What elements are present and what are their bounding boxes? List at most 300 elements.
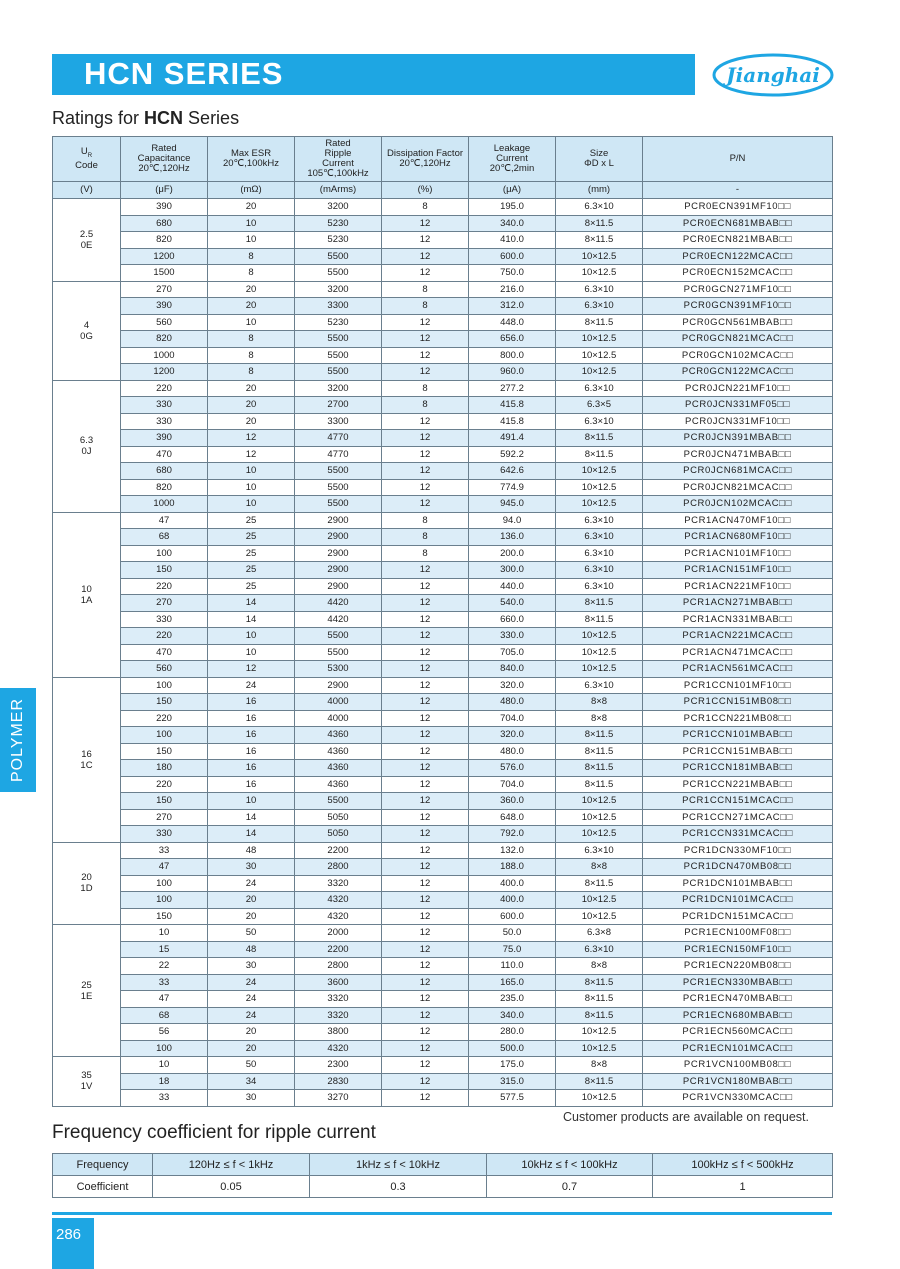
leakage-cell: 656.0 (469, 331, 556, 348)
table-row (53, 298, 833, 315)
df-cell: 12 (382, 413, 469, 430)
ratings-body (53, 199, 833, 1107)
leakage-cell: 410.0 (469, 232, 556, 249)
df-cell: 12 (382, 958, 469, 975)
table-row (53, 479, 833, 496)
pn-cell: PCR1ACN331MBAB□□ (643, 611, 833, 628)
leakage-cell: 415.8 (469, 397, 556, 414)
ripple-cell: 3200 (295, 199, 382, 216)
leakage-cell: 340.0 (469, 1007, 556, 1024)
capacitance-cell: 390 (121, 430, 208, 447)
esr-cell: 48 (208, 941, 295, 958)
leakage-cell: 960.0 (469, 364, 556, 381)
pn-cell: PCR1VCN100MB08□□ (643, 1057, 833, 1074)
code-label: Code (75, 159, 98, 171)
df-cell: 12 (382, 628, 469, 645)
esr-cell: 20 (208, 281, 295, 298)
capacitance-cell: 330 (121, 413, 208, 430)
leakage-cell: 448.0 (469, 314, 556, 331)
capacitance-cell: 33 (121, 1090, 208, 1107)
size-cell: 10×12.5 (556, 248, 643, 265)
capacitance-cell: 1500 (121, 265, 208, 282)
leakage-cell: 280.0 (469, 1024, 556, 1041)
df-cell: 12 (382, 809, 469, 826)
ripple-cell: 5500 (295, 628, 382, 645)
table-row (53, 628, 833, 645)
size-cell: 10×12.5 (556, 479, 643, 496)
table-row (53, 793, 833, 810)
table-row (53, 826, 833, 843)
table-row (53, 892, 833, 909)
pn-cell: PCR1ECN100MF08□□ (643, 925, 833, 942)
size-cell: 10×12.5 (556, 892, 643, 909)
voltage-code: 1V (80, 1081, 93, 1093)
page-number: 286 (56, 1226, 82, 1243)
capacitance-cell: 180 (121, 760, 208, 777)
col-header-code: $U_R$ Code (53, 137, 121, 182)
leakage-cell: 110.0 (469, 958, 556, 975)
col-header-esr: Max ESR 20℃,100kHz (208, 137, 295, 182)
df-cell: 8 (382, 512, 469, 529)
df-cell: 12 (382, 232, 469, 249)
frequency-header-row (53, 1154, 833, 1176)
leakage-cell: 576.0 (469, 760, 556, 777)
table-row (53, 677, 833, 694)
esr-cell: 8 (208, 347, 295, 364)
leakage-cell: 94.0 (469, 512, 556, 529)
esr-cell: 34 (208, 1073, 295, 1090)
frequency-table (52, 1153, 833, 1198)
df-cell: 12 (382, 463, 469, 480)
esr-cell: 24 (208, 1007, 295, 1024)
pn-cell: PCR1CCN101MBAB□□ (643, 727, 833, 744)
ripple-cell: 5300 (295, 661, 382, 678)
ripple-cell: 3200 (295, 281, 382, 298)
size-cell: 8×8 (556, 1057, 643, 1074)
coefficient-value: 0.3 (310, 1176, 487, 1198)
capacitance-cell: 150 (121, 562, 208, 579)
size-cell: 8×11.5 (556, 991, 643, 1008)
pn-cell: PCR1ACN101MF10□□ (643, 545, 833, 562)
size-cell: 10×12.5 (556, 644, 643, 661)
table-row (53, 347, 833, 364)
frequency-label: Frequency (53, 1154, 153, 1176)
voltage-value: 4 (83, 319, 90, 331)
capacitance-cell: 100 (121, 727, 208, 744)
ripple-cell: 4000 (295, 694, 382, 711)
ripple-cell: 4320 (295, 908, 382, 925)
esr-cell: 50 (208, 925, 295, 942)
table-row (53, 611, 833, 628)
coefficient-label: Coefficient (53, 1176, 153, 1198)
esr-cell: 25 (208, 562, 295, 579)
ripple-cell: 4360 (295, 760, 382, 777)
table-row (53, 397, 833, 414)
size-cell: 10×12.5 (556, 1090, 643, 1107)
ripple-cell: 3800 (295, 1024, 382, 1041)
ripple-cell: 2900 (295, 562, 382, 579)
table-row (53, 199, 833, 216)
df-cell: 12 (382, 496, 469, 513)
ripple-cell: 3200 (295, 380, 382, 397)
df-cell: 12 (382, 908, 469, 925)
capacitance-cell: 680 (121, 215, 208, 232)
capacitance-cell: 47 (121, 991, 208, 1008)
pn-cell: PCR1DCN330MF10□□ (643, 842, 833, 859)
pn-cell: PCR1ACN221MCAC□□ (643, 628, 833, 645)
pn-cell: PCR1ACN471MCAC□□ (643, 644, 833, 661)
pn-cell: PCR1ECN220MB08□□ (643, 958, 833, 975)
capacitance-cell: 100 (121, 677, 208, 694)
size-cell: 6.3×8 (556, 925, 643, 942)
pn-cell: PCR1ECN470MBAB□□ (643, 991, 833, 1008)
esr-cell: 12 (208, 661, 295, 678)
size-cell: 6.3×10 (556, 298, 643, 315)
ripple-cell: 4420 (295, 595, 382, 612)
capacitance-cell: 820 (121, 479, 208, 496)
pn-cell: PCR0JCN102MCAC□□ (643, 496, 833, 513)
ripple-cell: 5500 (295, 364, 382, 381)
size-cell: 6.3×10 (556, 281, 643, 298)
pn-cell: PCR0ECN122MCAC□□ (643, 248, 833, 265)
leakage-cell: 480.0 (469, 743, 556, 760)
pn-cell: PCR1CCN181MBAB□□ (643, 760, 833, 777)
voltage-code: 1C (80, 759, 93, 771)
unit-cell: (mArms) (295, 182, 382, 199)
voltage-code: 0J (81, 446, 92, 457)
table-row (53, 661, 833, 678)
unit-cell: (V) (53, 182, 121, 199)
capacitance-cell: 1000 (121, 347, 208, 364)
pn-cell: PCR0JCN681MCAC□□ (643, 463, 833, 480)
ripple-cell: 4420 (295, 611, 382, 628)
ripple-cell: 5500 (295, 793, 382, 810)
pn-cell: PCR0JCN331MF05□□ (643, 397, 833, 414)
table-row (53, 710, 833, 727)
df-cell: 12 (382, 776, 469, 793)
voltage-group-cell (53, 925, 121, 1057)
table-row (53, 694, 833, 711)
df-cell: 12 (382, 446, 469, 463)
units-row (53, 182, 833, 199)
col-header-pn: P/N (643, 137, 833, 182)
capacitance-cell: 68 (121, 529, 208, 546)
ripple-cell: 5500 (295, 479, 382, 496)
size-cell: 6.3×10 (556, 677, 643, 694)
esr-cell: 30 (208, 859, 295, 876)
df-cell: 12 (382, 215, 469, 232)
table-row (53, 727, 833, 744)
df-cell: 12 (382, 859, 469, 876)
esr-cell: 25 (208, 529, 295, 546)
df-cell: 12 (382, 595, 469, 612)
table-row (53, 1024, 833, 1041)
table-row (53, 776, 833, 793)
pn-cell: PCR0JCN471MBAB□□ (643, 446, 833, 463)
pn-cell: PCR1DCN151MCAC□□ (643, 908, 833, 925)
table-row (53, 644, 833, 661)
df-cell: 12 (382, 1057, 469, 1074)
leakage-cell: 774.9 (469, 479, 556, 496)
table-row (53, 496, 833, 513)
pn-cell: PCR1ACN221MF10□□ (643, 578, 833, 595)
pn-cell: PCR0GCN391MF10□□ (643, 298, 833, 315)
df-cell: 12 (382, 265, 469, 282)
capacitance-cell: 330 (121, 826, 208, 843)
df-cell: 8 (382, 281, 469, 298)
size-cell: 8×8 (556, 710, 643, 727)
leakage-cell: 75.0 (469, 941, 556, 958)
capacitance-cell: 220 (121, 628, 208, 645)
capacitance-cell: 390 (121, 199, 208, 216)
pn-cell: PCR1CCN221MBAB□□ (643, 776, 833, 793)
leakage-cell: 540.0 (469, 595, 556, 612)
size-cell: 10×12.5 (556, 364, 643, 381)
capacitance-cell: 10 (121, 925, 208, 942)
size-cell: 8×11.5 (556, 743, 643, 760)
df-cell: 12 (382, 743, 469, 760)
esr-cell: 50 (208, 1057, 295, 1074)
unit-cell: - (643, 182, 833, 199)
size-cell: 8×11.5 (556, 595, 643, 612)
leakage-cell: 400.0 (469, 892, 556, 909)
df-cell: 12 (382, 248, 469, 265)
leakage-cell: 704.0 (469, 710, 556, 727)
frequency-range: 120Hz ≤ f < 1kHz (153, 1154, 310, 1176)
capacitance-cell: 820 (121, 232, 208, 249)
pn-cell: PCR1ECN101MCAC□□ (643, 1040, 833, 1057)
size-cell: 8×11.5 (556, 760, 643, 777)
esr-cell: 16 (208, 760, 295, 777)
size-cell: 6.3×10 (556, 380, 643, 397)
ripple-cell: 5500 (295, 496, 382, 513)
leakage-cell: 480.0 (469, 694, 556, 711)
table-row (53, 941, 833, 958)
frequency-range: 1kHz ≤ f < 10kHz (310, 1154, 487, 1176)
esr-cell: 10 (208, 793, 295, 810)
size-cell: 8×11.5 (556, 314, 643, 331)
capacitance-cell: 150 (121, 793, 208, 810)
ripple-cell: 4360 (295, 743, 382, 760)
leakage-cell: 175.0 (469, 1057, 556, 1074)
leakage-cell: 440.0 (469, 578, 556, 595)
esr-cell: 16 (208, 727, 295, 744)
df-cell: 12 (382, 1007, 469, 1024)
df-cell: 8 (382, 199, 469, 216)
capacitance-cell: 100 (121, 1040, 208, 1057)
table-row (53, 463, 833, 480)
ripple-cell: 5500 (295, 248, 382, 265)
capacitance-cell: 47 (121, 512, 208, 529)
ripple-cell: 3320 (295, 991, 382, 1008)
capacitance-cell: 220 (121, 776, 208, 793)
pn-cell: PCR1CCN101MF10□□ (643, 677, 833, 694)
pn-cell: PCR1DCN101MCAC□□ (643, 892, 833, 909)
esr-cell: 10 (208, 479, 295, 496)
pn-cell: PCR1ACN680MF10□□ (643, 529, 833, 546)
table-row (53, 908, 833, 925)
esr-cell: 20 (208, 1040, 295, 1057)
unit-cell: (%) (382, 182, 469, 199)
capacitance-cell: 18 (121, 1073, 208, 1090)
esr-cell: 10 (208, 644, 295, 661)
ripple-cell: 2300 (295, 1057, 382, 1074)
unit-cell: (mm) (556, 182, 643, 199)
esr-cell: 12 (208, 446, 295, 463)
table-row (53, 760, 833, 777)
table-row (53, 578, 833, 595)
size-cell: 8×11.5 (556, 727, 643, 744)
df-cell: 12 (382, 760, 469, 777)
esr-cell: 16 (208, 743, 295, 760)
voltage-value: 16 (81, 748, 92, 760)
table-row (53, 958, 833, 975)
size-cell: 6.3×10 (556, 941, 643, 958)
leakage-cell: 320.0 (469, 677, 556, 694)
leakage-cell: 320.0 (469, 727, 556, 744)
esr-cell: 25 (208, 545, 295, 562)
leakage-cell: 360.0 (469, 793, 556, 810)
capacitance-cell: 10 (121, 1057, 208, 1074)
col-header-leakage: Leakage Current 20℃,2min (469, 137, 556, 182)
ripple-cell: 2800 (295, 859, 382, 876)
capacitance-cell: 56 (121, 1024, 208, 1041)
leakage-cell: 330.0 (469, 628, 556, 645)
esr-cell: 16 (208, 710, 295, 727)
df-cell: 12 (382, 1073, 469, 1090)
size-cell: 8×11.5 (556, 215, 643, 232)
leakage-cell: 704.0 (469, 776, 556, 793)
pn-cell: PCR0JCN331MF10□□ (643, 413, 833, 430)
table-row (53, 595, 833, 612)
polymer-side-tab (0, 688, 36, 792)
footer-rule (52, 1212, 832, 1215)
ripple-cell: 5500 (295, 265, 382, 282)
page-number-box (52, 1218, 94, 1269)
esr-cell: 30 (208, 958, 295, 975)
capacitance-cell: 220 (121, 380, 208, 397)
pn-cell: PCR0GCN122MCAC□□ (643, 364, 833, 381)
df-cell: 12 (382, 892, 469, 909)
table-row (53, 1040, 833, 1057)
leakage-cell: 400.0 (469, 875, 556, 892)
col-header-df: Dissipation Factor 20℃,120Hz (382, 137, 469, 182)
capacitance-cell: 47 (121, 859, 208, 876)
capacitance-cell: 1200 (121, 248, 208, 265)
leakage-cell: 792.0 (469, 826, 556, 843)
table-row (53, 364, 833, 381)
df-cell: 12 (382, 991, 469, 1008)
df-cell: 12 (382, 578, 469, 595)
leakage-cell: 648.0 (469, 809, 556, 826)
coefficient-row (53, 1176, 833, 1198)
voltage-group-cell (53, 199, 121, 282)
size-cell: 8×11.5 (556, 430, 643, 447)
voltage-value: 6.3 (79, 435, 94, 446)
leakage-cell: 312.0 (469, 298, 556, 315)
capacitance-cell: 820 (121, 331, 208, 348)
pn-cell: PCR1CCN151MB08□□ (643, 694, 833, 711)
df-cell: 12 (382, 793, 469, 810)
title-banner (52, 54, 695, 95)
esr-cell: 10 (208, 232, 295, 249)
customer-note: Customer products are available on request. (563, 1110, 809, 1124)
leakage-cell: 642.6 (469, 463, 556, 480)
capacitance-cell: 470 (121, 644, 208, 661)
voltage-value: 35 (81, 1070, 92, 1082)
size-cell: 6.3×10 (556, 413, 643, 430)
size-cell: 10×12.5 (556, 1024, 643, 1041)
pn-cell: PCR0ECN391MF10□□ (643, 199, 833, 216)
table-row (53, 248, 833, 265)
pn-cell: PCR0ECN681MBAB□□ (643, 215, 833, 232)
esr-cell: 10 (208, 215, 295, 232)
pn-cell: PCR1CCN151MCAC□□ (643, 793, 833, 810)
ripple-cell: 5500 (295, 347, 382, 364)
table-row (53, 809, 833, 826)
voltage-code: 0G (80, 330, 93, 342)
size-cell: 8×11.5 (556, 232, 643, 249)
leakage-cell: 315.0 (469, 1073, 556, 1090)
capacitance-cell: 680 (121, 463, 208, 480)
esr-cell: 10 (208, 314, 295, 331)
pn-cell: PCR0GCN821MCAC□□ (643, 331, 833, 348)
esr-cell: 8 (208, 265, 295, 282)
ripple-cell: 5500 (295, 331, 382, 348)
capacitance-cell: 150 (121, 908, 208, 925)
ripple-cell: 2000 (295, 925, 382, 942)
ripple-cell: 2900 (295, 512, 382, 529)
esr-cell: 14 (208, 611, 295, 628)
voltage-group-cell (53, 281, 121, 380)
pn-cell: PCR0GCN271MF10□□ (643, 281, 833, 298)
df-cell: 12 (382, 562, 469, 579)
voltage-code: 1E (80, 990, 93, 1002)
esr-cell: 30 (208, 1090, 295, 1107)
esr-cell: 24 (208, 974, 295, 991)
ripple-cell: 3270 (295, 1090, 382, 1107)
df-cell: 12 (382, 1090, 469, 1107)
size-cell: 10×12.5 (556, 628, 643, 645)
capacitance-cell: 150 (121, 743, 208, 760)
esr-cell: 10 (208, 628, 295, 645)
table-row (53, 413, 833, 430)
leakage-cell: 165.0 (469, 974, 556, 991)
col-header-ripple: Rated Ripple Current 105℃,100kHz (295, 137, 382, 182)
df-cell: 12 (382, 875, 469, 892)
df-cell: 12 (382, 430, 469, 447)
ripple-cell: 2900 (295, 545, 382, 562)
leakage-cell: 600.0 (469, 908, 556, 925)
esr-cell: 25 (208, 512, 295, 529)
col-header-capacitance: Rated Capacitance 20℃,120Hz (121, 137, 208, 182)
capacitance-cell: 390 (121, 298, 208, 315)
ripple-cell: 2900 (295, 578, 382, 595)
table-row (53, 925, 833, 942)
capacitance-cell: 22 (121, 958, 208, 975)
pn-cell: PCR1ACN561MCAC□□ (643, 661, 833, 678)
pn-cell: PCR1ACN151MF10□□ (643, 562, 833, 579)
df-cell: 8 (382, 397, 469, 414)
voltage-group-cell (53, 1057, 121, 1107)
size-cell: 10×12.5 (556, 793, 643, 810)
table-row (53, 281, 833, 298)
table-row (53, 875, 833, 892)
ripple-cell: 3320 (295, 1007, 382, 1024)
voltage-code: 0E (80, 239, 93, 251)
table-row (53, 314, 833, 331)
pn-cell: PCR1CCN221MB08□□ (643, 710, 833, 727)
